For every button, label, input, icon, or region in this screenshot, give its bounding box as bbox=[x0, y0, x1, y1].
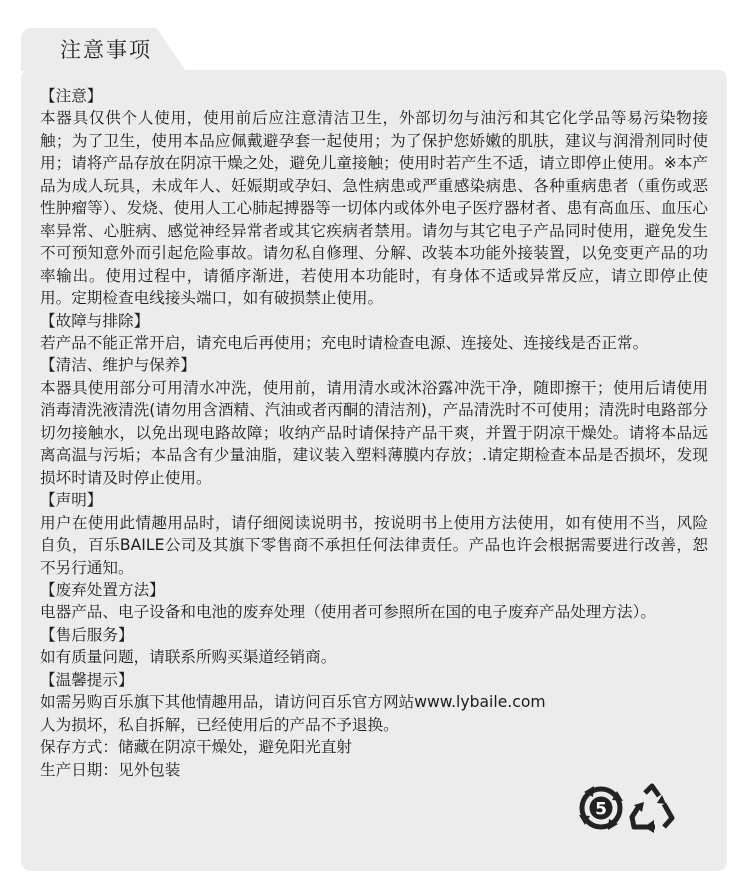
efup-years-label: 5 bbox=[595, 799, 607, 820]
section-body-disposal: 电器产品、电子设备和电池的废弃处理（使用者可参照所在国的电子废弃产品处理方法）。 bbox=[40, 603, 656, 622]
tips-line-production-date: 生产日期：见外包装 bbox=[40, 760, 181, 779]
section-heading-statement: 【声明】 bbox=[40, 491, 103, 510]
section-body-notice: 本器具仅供个人使用，使用前后应注意清洁卫生，外部切勿与油污和其它化学品等易污染物接触；为了卫生，使用本品应佩戴避孕套一起使用；为了保护您娇嫩的肌肤，建议与润滑剂同时使用；请将产品存放在阴凉干燥之处，避免儿童接触；使用时若产生不适，请立即停止使用。※本产品为成人玩具，未成年人、妊娠期或孕妇、急性病患或严重感染病患、各种重病患者（重伤或恶性肿瘤等）、发烧、使用人工心肺起搏器等一切体内或体外电子医疗器材者、患有高血压、血压心率异常、心脏病、感觉神经异常者或其它疾病者禁用。请勿与其它电子产品同时使用，避免发生不可预知意外而引起危险事故。请勿私自修理、分解、改装本功能外接装置，以免变更产品的功率输出。使用过程中，请循序渐进，若使用本功能时，有身体不适或异常反应，请立即停止使用。定期检查电线接头端口，如有破损禁止使用。 bbox=[40, 109, 709, 308]
notice-content bbox=[40, 85, 708, 781]
compliance-icons bbox=[576, 783, 676, 835]
section-body-after-sales: 如有质量问题，请联系所购买渠道经销商。 bbox=[40, 648, 337, 667]
tips-line-returns: 人为损坏，私自拆解，已经使用后的产品不予退换。 bbox=[40, 715, 399, 734]
section-heading-notice: 【注意】 bbox=[40, 87, 103, 105]
tips-line-website: 如需另购百乐旗下其他情趣用品，请访问百乐官方网站www.lybaile.com bbox=[40, 693, 546, 712]
efup-5-years-icon bbox=[576, 783, 626, 833]
page-title: 注意事项 bbox=[60, 38, 152, 62]
tips-line-storage: 保存方式：储藏在阴凉干燥处，避免阳光直射 bbox=[40, 738, 352, 757]
section-heading-troubleshooting: 【故障与排除】 bbox=[40, 311, 150, 330]
section-body-cleaning: 本器具使用部分可用清水冲洗，使用前，请用清水或沐浴露冲洗干净，随即擦干；使用后请使用消毒清洗液清洗(请勿用含酒精、汽油或者丙酮的清洁剂)，产品清洗时不可使用；清洗时电路部分切勿接触水，以免出现电路故障；收纳产品时请保持产品干爽，并置于阴凉干燥处。请将本品远离高温与污垢；本品含有少量油脂，建议装入塑料薄膜内存放；.请定期检查本品是否损坏，发现损坏时请及时停止使用。 bbox=[40, 378, 708, 487]
section-body-statement: 用户在使用此情趣用品时，请仔细阅读说明书，按说明书上使用方法使用，如有使用不当，风险自负，百乐BAILE公司及其旗下零售商不承担任何法律责任。产品也许会根据需要进行改善，恕不另行通知。 bbox=[40, 513, 708, 577]
section-heading-cleaning: 【清洁、维护与保养】 bbox=[40, 356, 196, 375]
section-heading-after-sales: 【售后服务】 bbox=[40, 625, 134, 644]
section-body-troubleshooting: 若产品不能正常开启，请充电后再使用；充电时请检查电源、连接处、连接线是否正常。 bbox=[40, 333, 649, 352]
section-heading-disposal: 【废弃处置方法】 bbox=[40, 580, 165, 599]
recycle-triangle-icon bbox=[628, 783, 676, 833]
section-heading-tips: 【温馨提示】 bbox=[40, 670, 134, 689]
